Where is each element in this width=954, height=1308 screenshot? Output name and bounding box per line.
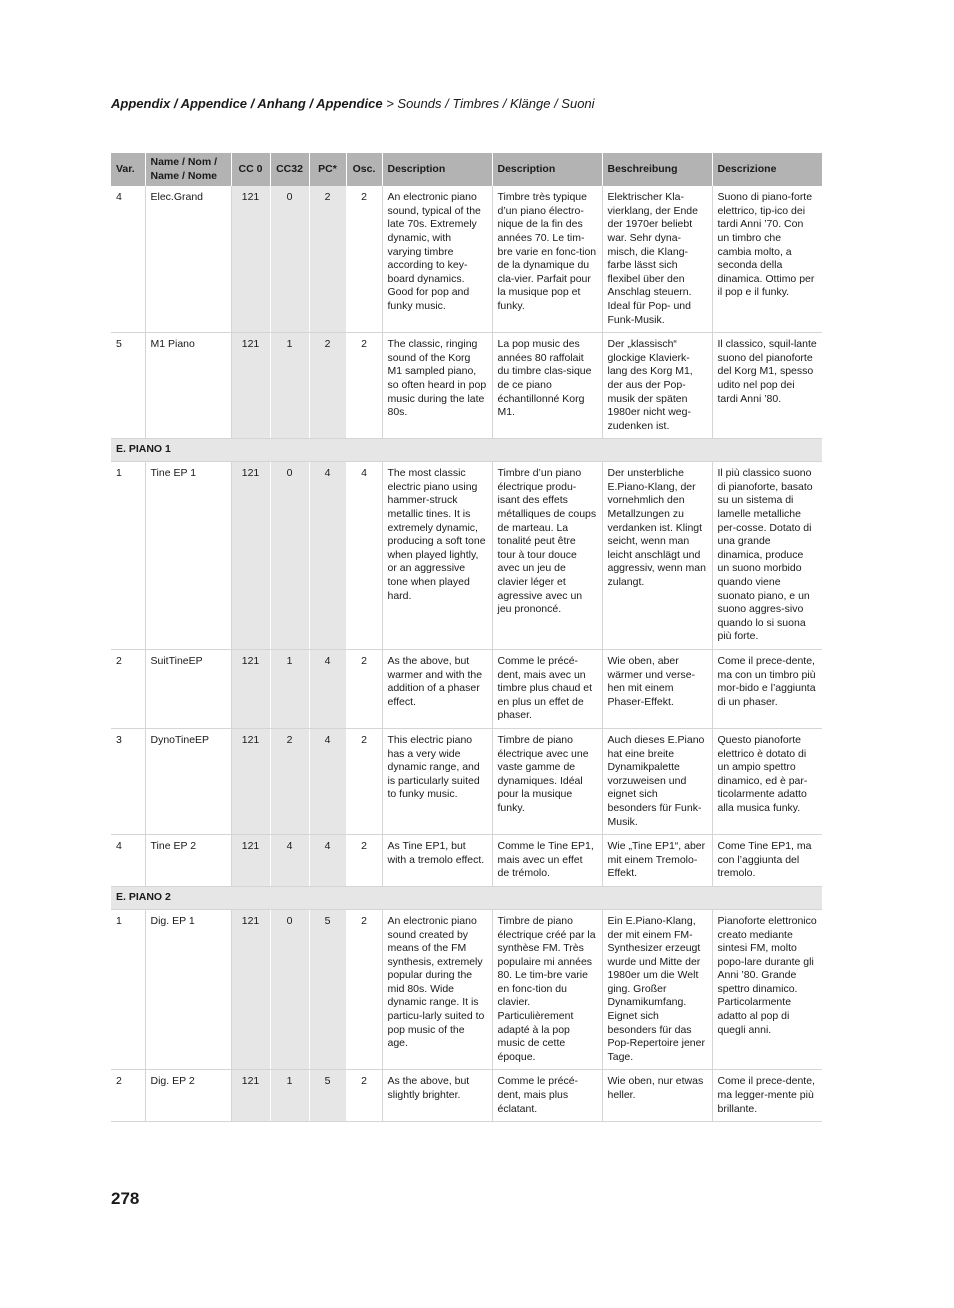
cell-beschreibung: Wie oben, nur etwas heller.	[602, 1070, 712, 1122]
cell-description-en: An electronic piano sound, typical of the late 70s. Extremely dynamic, with varying timbre according to key-board dynamics. Good for pop and funky music.	[382, 186, 492, 332]
cell-pc: 4	[309, 728, 346, 834]
col-header-beschreibung: Beschreibung	[602, 153, 712, 186]
table-row	[111, 650, 822, 729]
cell-cc32: 1	[270, 1070, 309, 1122]
cell-descrizione: Suono di piano-forte elettrico, tip-ico dei tardi Anni ’70. Con un timbro che cambia molto, a seconda della dinamica. Ottimo per il pop e il funky.	[712, 186, 822, 332]
section-label: E. PIANO 1	[111, 439, 822, 462]
table-row	[111, 333, 822, 439]
cell-pc: 5	[309, 909, 346, 1070]
page-number: 278	[111, 1189, 140, 1208]
cell-cc32: 0	[270, 462, 309, 650]
col-header-pc: PC*	[309, 153, 346, 186]
cell-name: SuitTineEP	[145, 650, 231, 729]
cell-descrizione: Come Tine EP1, ma con l’aggiunta del tremolo.	[712, 835, 822, 887]
cell-descrizione: Il più classico suono di pianoforte, basato su un sistema di lamelle metalliche per-cosse. Dotato di una grande dinamica, produce un suono morbido quando viene suonato piano, e un suono aggres-sivo quando lo si suona più forte.	[712, 462, 822, 650]
cell-descrizione: Come il prece-dente, ma con un timbro più mor-bido e l’aggiunta di un phaser.	[712, 650, 822, 729]
cell-cc32: 2	[270, 728, 309, 834]
cell-description-en: As the above, but slightly brighter.	[382, 1070, 492, 1122]
section-row	[111, 886, 822, 909]
cell-beschreibung: Wie „Tine EP1“, aber mit einem Tremolo-Effekt.	[602, 835, 712, 887]
col-header-description-fr: Description	[492, 153, 602, 186]
col-header-var: Var.	[111, 153, 145, 186]
cell-var: 2	[111, 650, 145, 729]
cell-cc0: 121	[231, 728, 270, 834]
cell-cc32: 1	[270, 650, 309, 729]
cell-osc: 2	[346, 728, 382, 834]
cell-beschreibung: Elektrischer Kla-vierklang, der Ende der 1970er beliebt war. Sehr dyna-misch, die Klang-farbe lässt sich flexibel über den Anschlag steuern. Ideal für Pop- und Funk-Musik.	[602, 186, 712, 332]
cell-var: 2	[111, 1070, 145, 1122]
table-row	[111, 909, 822, 1070]
cell-cc0: 121	[231, 462, 270, 650]
cell-osc: 2	[346, 186, 382, 332]
cell-descrizione: Come il prece-dente, ma legger-mente più brillante.	[712, 1070, 822, 1122]
cell-var: 3	[111, 728, 145, 834]
cell-var: 1	[111, 909, 145, 1070]
cell-descrizione: Il classico, squil-lante suono del pianoforte del Korg M1, spesso udito nel pop dei tardi Anni ’80.	[712, 333, 822, 439]
cell-name: DynoTineEP	[145, 728, 231, 834]
col-header-osc: Osc.	[346, 153, 382, 186]
cell-description-fr: Timbre de piano électrique avec une vaste gamme de dynamiques. Idéal pour la musique funky.	[492, 728, 602, 834]
cell-description-en: As the above, but warmer and with the addition of a phaser effect.	[382, 650, 492, 729]
cell-description-fr: Comme le précé-dent, mais avec un timbre plus chaud et en plus un effet de phaser.	[492, 650, 602, 729]
cell-name: Tine EP 2	[145, 835, 231, 887]
cell-osc: 2	[346, 650, 382, 729]
col-header-cc0: CC 0	[231, 153, 270, 186]
cell-name: Dig. EP 1	[145, 909, 231, 1070]
cell-cc32: 0	[270, 909, 309, 1070]
cell-cc32: 1	[270, 333, 309, 439]
cell-osc: 2	[346, 333, 382, 439]
cell-description-en: As Tine EP1, but with a tremolo effect.	[382, 835, 492, 887]
cell-cc0: 121	[231, 650, 270, 729]
cell-var: 5	[111, 333, 145, 439]
section-row	[111, 439, 822, 462]
cell-pc: 2	[309, 186, 346, 332]
cell-var: 4	[111, 835, 145, 887]
cell-beschreibung: Der „klassisch“ glockige Klavierk-lang des Korg M1, der aus der Pop-musik der späten 1980er nicht weg-zudenken ist.	[602, 333, 712, 439]
cell-osc: 2	[346, 835, 382, 887]
cell-osc: 2	[346, 909, 382, 1070]
cell-cc0: 121	[231, 1070, 270, 1122]
cell-osc: 2	[346, 1070, 382, 1122]
cell-cc0: 121	[231, 909, 270, 1070]
table-row	[111, 728, 822, 834]
col-header-description-en: Description	[382, 153, 492, 186]
cell-descrizione: Questo pianoforte elettrico è dotato di un ampio spettro dinamico, ed è par-ticolarmente adatto alla musica funky.	[712, 728, 822, 834]
cell-cc32: 4	[270, 835, 309, 887]
cell-description-fr: La pop music des années 80 raffolait du timbre clas-sique de ce piano échantillonné Korg M1.	[492, 333, 602, 439]
cell-cc0: 121	[231, 333, 270, 439]
header-normal: > Sounds / Timbres / Klänge / Suoni	[382, 96, 595, 111]
section-label: E. PIANO 2	[111, 886, 822, 909]
cell-descrizione: Pianoforte elettronico creato mediante sintesi FM, molto popo-lare durante gli Anni ’80. Grande spettro dinamico. Particolarmente adatto al pop di quegli anni.	[712, 909, 822, 1070]
cell-cc0: 121	[231, 835, 270, 887]
col-header-name: Name / Nom / Name / Nome	[145, 153, 231, 186]
table-header-row	[111, 153, 822, 186]
cell-beschreibung: Auch dieses E.Piano hat eine breite Dynamikpalette vorzuweisen und eignet sich besonders für Funk-Musik.	[602, 728, 712, 834]
table-row	[111, 835, 822, 887]
cell-description-fr: Timbre très typique d’un piano électro-nique de la fin des années 70. Le tim-bre varie en fonc-tion de la dynamique du cla-vier. Parfait pour la musique pop et funky.	[492, 186, 602, 332]
table-row	[111, 462, 822, 650]
col-header-cc32: CC32	[270, 153, 309, 186]
cell-var: 4	[111, 186, 145, 332]
cell-var: 1	[111, 462, 145, 650]
cell-beschreibung: Der unsterbliche E.Piano-Klang, der vornehmlich den Metallzungen zu verdanken ist. Klingt seicht, wenn man leicht anschlägt und aggressiv, wenn man zulangt.	[602, 462, 712, 650]
cell-name: M1 Piano	[145, 333, 231, 439]
sounds-table	[111, 153, 822, 1122]
cell-description-fr: Timbre de piano électrique créé par la synthèse FM. Très populaire mi années 80. Le tim-bre varie en fonc-tion du clavier. Particulièrement adapté à la pop music de cette époque.	[492, 909, 602, 1070]
cell-pc: 4	[309, 835, 346, 887]
table-row	[111, 1070, 822, 1122]
cell-beschreibung: Wie oben, aber wärmer und verse-hen mit einem Phaser-Effekt.	[602, 650, 712, 729]
cell-description-fr: Timbre d’un piano électrique produ-isant des effets métalliques de coups de marteau. La tonalité peut être tour à tour douce avec un jeu de clavier léger et agressive avec un jeu prononcé.	[492, 462, 602, 650]
header-bold: Appendix / Appendice / Anhang / Appendice	[111, 96, 383, 111]
table-row	[111, 186, 822, 332]
cell-osc: 4	[346, 462, 382, 650]
cell-pc: 4	[309, 650, 346, 729]
cell-name: Elec.Grand	[145, 186, 231, 332]
running-header	[111, 96, 595, 111]
cell-beschreibung: Ein E.Piano-Klang, der mit einem FM-Synthesizer erzeugt wurde und Mitte der 1980er um die Welt ging. Großer Dynamikumfang. Eignet sich besonders für das Pop-Repertoire jener Tage.	[602, 909, 712, 1070]
cell-description-fr: Comme le Tine EP1, mais avec un effet de trémolo.	[492, 835, 602, 887]
cell-pc: 4	[309, 462, 346, 650]
cell-pc: 2	[309, 333, 346, 439]
cell-description-en: An electronic piano sound created by means of the FM synthesis, extremely popular during the mid 80s. Wide dynamic range. It is particu-larly suited to pop music of the age.	[382, 909, 492, 1070]
cell-name: Dig. EP 2	[145, 1070, 231, 1122]
cell-description-fr: Comme le précé-dent, mais plus éclatant.	[492, 1070, 602, 1122]
cell-cc32: 0	[270, 186, 309, 332]
cell-pc: 5	[309, 1070, 346, 1122]
cell-name: Tine EP 1	[145, 462, 231, 650]
cell-cc0: 121	[231, 186, 270, 332]
cell-description-en: This electric piano has a very wide dynamic range, and is particularly suited to funky music.	[382, 728, 492, 834]
cell-description-en: The classic, ringing sound of the Korg M1 sampled piano, so often heard in pop music during the late 80s.	[382, 333, 492, 439]
col-header-descrizione: Descrizione	[712, 153, 822, 186]
cell-description-en: The most classic electric piano using hammer-struck metallic tines. It is extremely dynamic, producing a soft tone when played lightly, or an aggressive tone when played hard.	[382, 462, 492, 650]
